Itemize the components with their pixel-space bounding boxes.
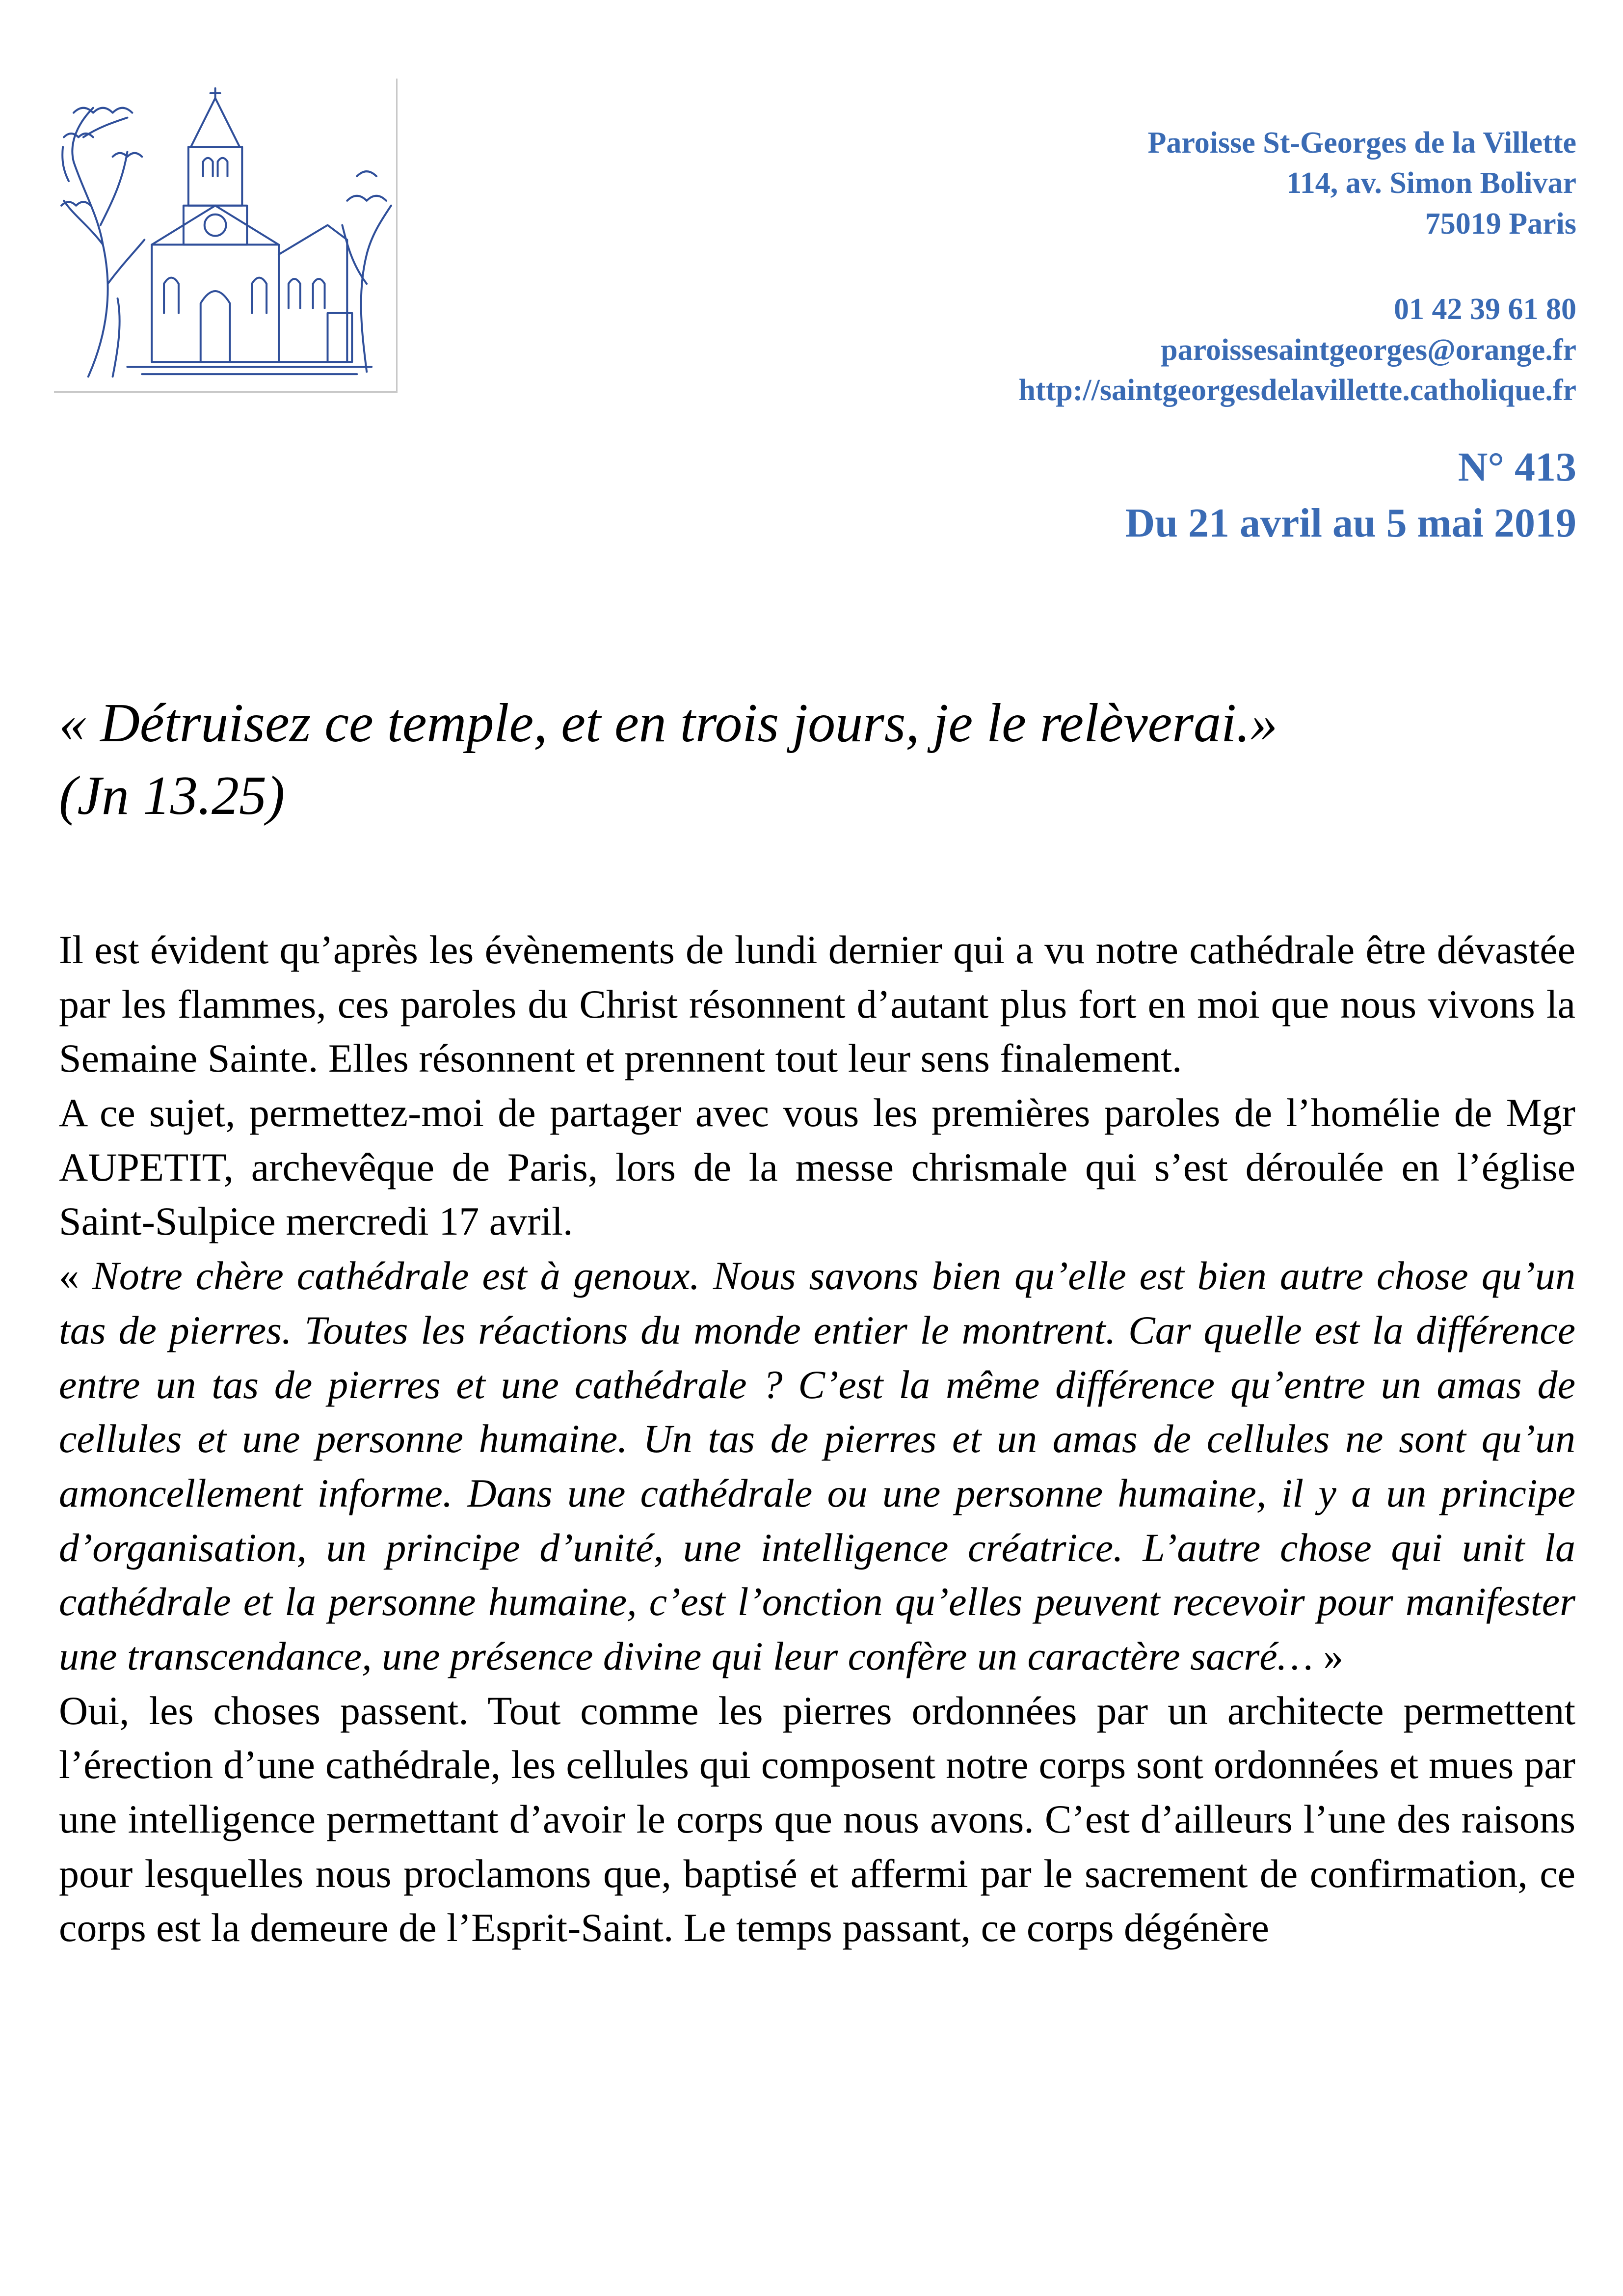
homily-quote-open: « [59,1253,93,1298]
church-logo [54,79,398,393]
article-body [59,923,1575,1955]
church-drawing-icon [54,79,396,391]
paragraph-2: A ce sujet, permettez-moi de partager avec vous les premières paroles de l’homélie de Mgr AUPETIT, archevêque de Paris, lors de la messe chrismale qui s’est déroulée en l’église Saint-Sulpice mercredi 17 avril. [59,1090,1575,1244]
homily-quote [59,1249,1575,1684]
parish-street: 114, av. Simon Bolivar [1286,166,1576,200]
title-quote-text: « Détruisez ce temple, et en trois jours, je le relèverai.» [59,693,1278,754]
title-quote [59,687,1575,833]
parish-website[interactable]: http://saintgeorgesdelavillette.catholique.fr [1018,374,1576,407]
parish-email[interactable]: paroissesaintgeorges@orange.fr [1161,333,1576,367]
parish-phone: 01 42 39 61 80 [1394,293,1576,326]
homily-quote-text: Notre chère cathédrale est à genoux. Nous savons bien qu’elle est bien autre chose qu’un tas de pierres. Toutes les réactions du monde entier le montrent. Car quelle est la différence entre un tas de pierres et une cathédrale ? C’est la même différence qu’entre un amas de cellules et une personne humaine. Un tas de pierres et un amas de cellules ne sont qu’un amoncellement informe. Dans une cathédrale ou une personne humaine, il y a un principe d’organisation, un principe d’unité, une intelligence créatrice. L’autre chose qui unit la cathédrale et la personne humaine, c’est l’onction qu’elles peuvent recevoir pour manifester une transcendance, une présence divine qui leur confère un caractère sacré… [59,1253,1575,1678]
paragraph-1: Il est évident qu’après les évènements de lundi dernier qui a vu notre cathédrale être dévastée par les flammes, ces paroles du Christ résonnent d’autant plus fort en moi que nous vivons la Semaine Sainte. Elles résonnent et prennent tout leur sens finalement. [59,927,1575,1081]
issue-dates: Du 21 avril au 5 mai 2019 [1125,500,1576,546]
paragraph-3: Oui, les choses passent. Tout comme les pierres ordonnées par un architecte permettent l’érection d’une cathédrale, les cellules qui composent notre corps sont ordonnées et mues par une intelligence permettant d’avoir le corps que nous avons. C’est d’ailleurs l’une des raisons pour lesquelles nous proclamons que, baptisé et affermi par le sacrement de confirmation, ce corps est la demeure de l’Esprit-Saint. Le temps passant, ce corps dégénère [59,1688,1575,1950]
homily-quote-close: » [1313,1633,1344,1678]
parish-name: Paroisse St-Georges de la Villette [1147,126,1576,160]
title-quote-reference: (Jn 13.25) [59,765,285,826]
issue-number: N° 413 [1458,444,1576,490]
parish-header [742,123,1576,551]
parish-city: 75019 Paris [1425,207,1576,241]
